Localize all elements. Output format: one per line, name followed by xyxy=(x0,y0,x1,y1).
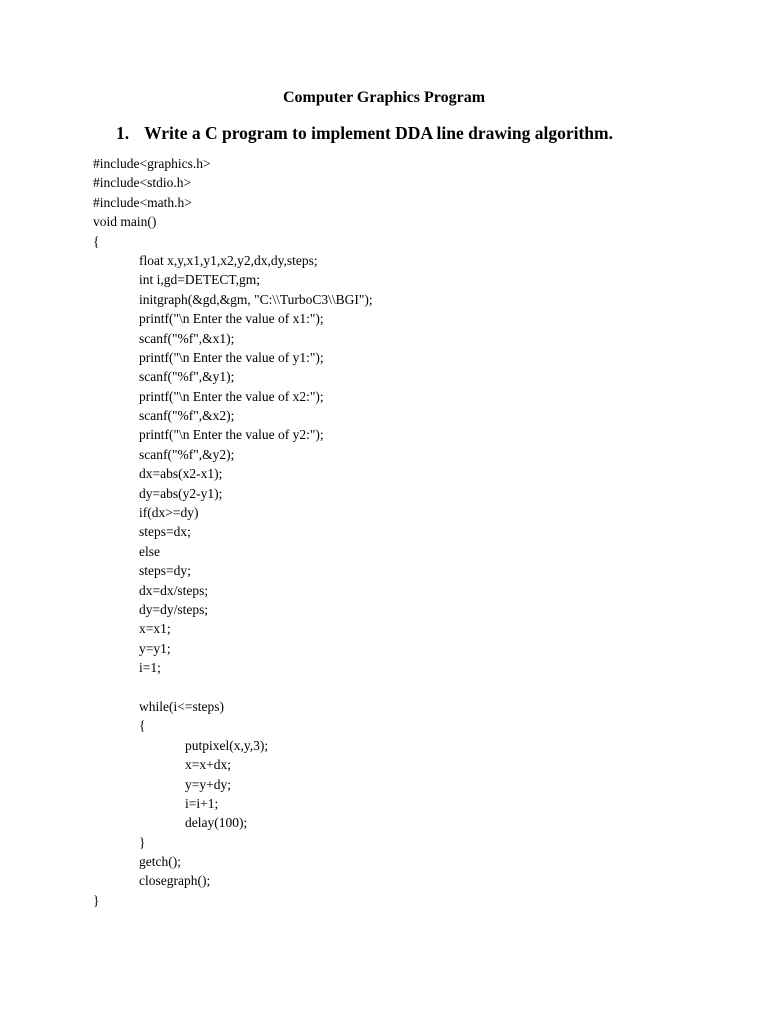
code-line: putpixel(x,y,3); xyxy=(185,737,269,753)
code-line: scanf("%f",&x2); xyxy=(139,408,235,424)
question-text: Write a C program to implement DDA line drawing algorithm. xyxy=(144,123,613,143)
code-line: printf("\n Enter the value of y2:"); xyxy=(139,427,324,443)
code-line: if(dx>=dy) xyxy=(139,505,199,521)
code-line: { xyxy=(139,718,146,734)
code-line: x=x1; xyxy=(139,621,171,637)
code-line: void main() xyxy=(93,214,157,230)
code-line: delay(100); xyxy=(185,815,248,831)
code-line: #include<stdio.h> xyxy=(93,175,192,191)
code-line: dx=dx/steps; xyxy=(139,582,209,598)
code-line: printf("\n Enter the value of x2:"); xyxy=(139,388,324,404)
code-line: steps=dy; xyxy=(139,563,191,579)
code-line: float x,y,x1,y1,x2,y2,dx,dy,steps; xyxy=(139,252,318,268)
code-line: i=i+1; xyxy=(185,795,219,811)
code-line: y=y+dy; xyxy=(185,776,231,792)
code-line: dy=dy/steps; xyxy=(139,601,209,617)
code-line: steps=dx; xyxy=(139,524,191,540)
code-line: scanf("%f",&x1); xyxy=(139,330,235,346)
code-line: } xyxy=(93,892,100,908)
code-line: i=1; xyxy=(139,660,161,676)
code-line: dy=abs(y2-y1); xyxy=(139,485,223,501)
code-line: initgraph(&gd,&gm, "C:\\TurboC3\\BGI"); xyxy=(139,291,373,307)
code-line: { xyxy=(93,233,100,249)
code-line: getch(); xyxy=(139,854,181,870)
code-line: x=x+dx; xyxy=(185,757,231,773)
document-title: Computer Graphics Program xyxy=(282,89,486,106)
code-line: scanf("%f",&y2); xyxy=(139,446,235,462)
code-line: y=y1; xyxy=(139,640,171,656)
code-line: int i,gd=DETECT,gm; xyxy=(139,272,260,288)
code-line: printf("\n Enter the value of x1:"); xyxy=(139,311,324,327)
code-line: } xyxy=(139,834,146,850)
code-listing xyxy=(93,154,733,910)
question-number: 1. xyxy=(116,123,130,143)
code-line: #include<math.h> xyxy=(93,194,192,210)
code-line: scanf("%f",&y1); xyxy=(139,369,235,385)
code-line: #include<graphics.h> xyxy=(93,156,211,171)
code-line: closegraph(); xyxy=(139,873,211,889)
code-line: dx=abs(x2-x1); xyxy=(139,466,223,482)
code-line: printf("\n Enter the value of y1:"); xyxy=(139,349,324,365)
question-heading xyxy=(116,122,613,144)
code-line: else xyxy=(139,543,160,559)
code-line xyxy=(93,678,733,697)
code-line: while(i<=steps) xyxy=(139,698,224,714)
